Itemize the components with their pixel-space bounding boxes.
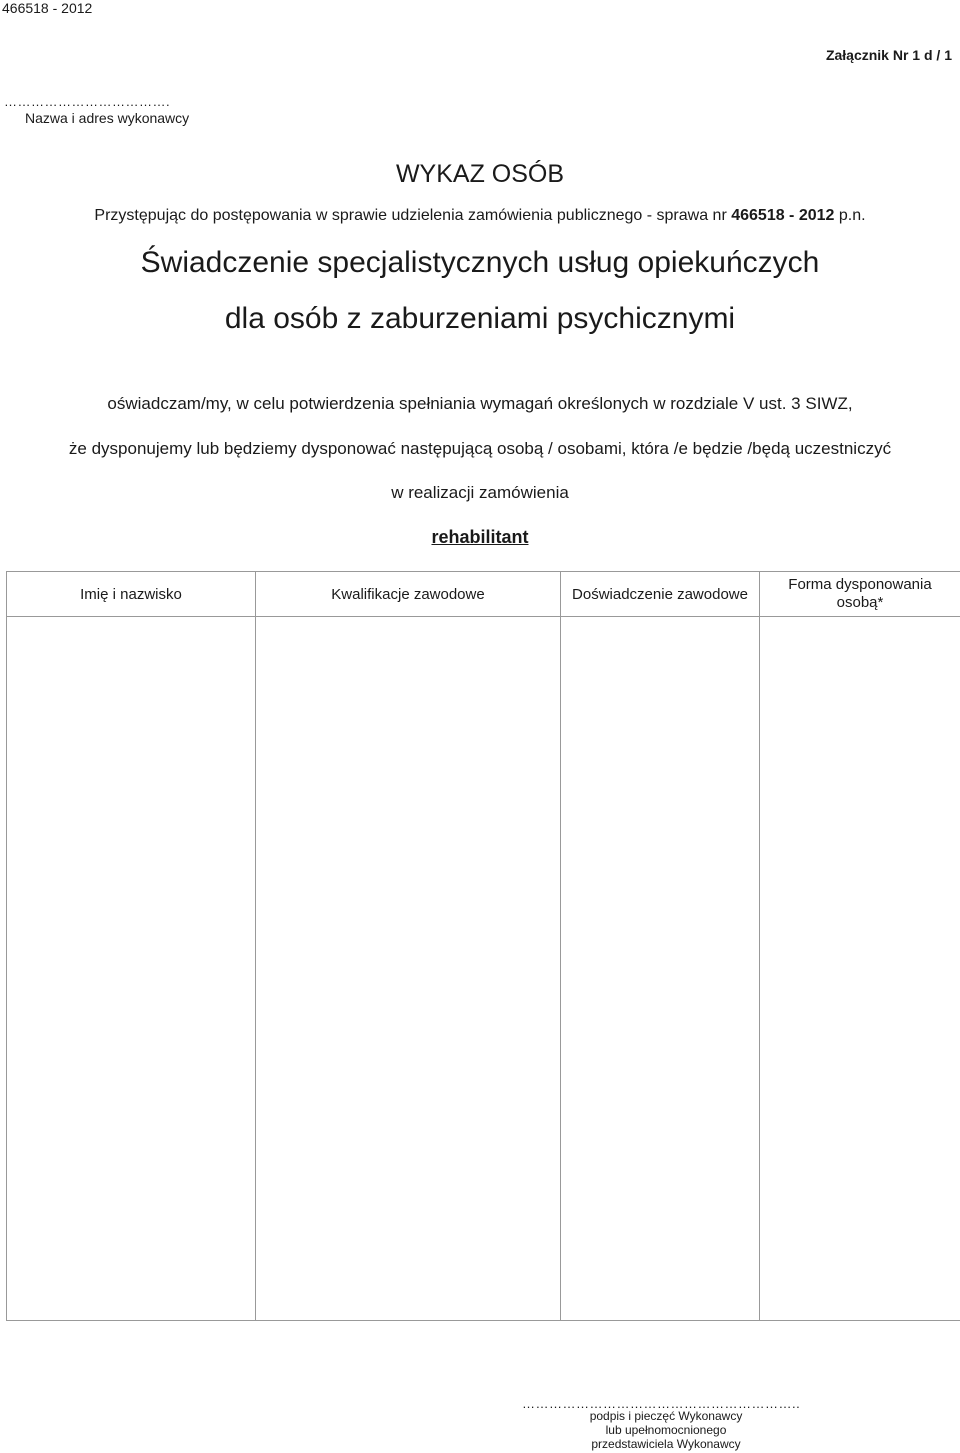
qualifications-cell[interactable] — [256, 617, 561, 1321]
contractor-name-dotted-line: ………………………………. — [4, 94, 171, 109]
proceeding-prefix: Przystępując do postępowania w sprawie udzielenia zamówienia publicznego - sprawa nr — [94, 207, 727, 224]
signature-dotted-line: …………………………………………………….. — [522, 1396, 801, 1411]
document-title: WYKAZ OSÓB — [395, 160, 565, 188]
declaration-line-1: oświadczam/my, w celu potwierdzenia spełniania wymagań określonych w rozdziale V ust. 3 SIWZ, — [107, 394, 853, 413]
annex-label: Załącznik Nr 1 d / 1 — [825, 47, 952, 63]
case-number: 466518 - 2012 — [731, 207, 835, 224]
signature-caption — [546, 1409, 786, 1451]
name-cell[interactable] — [7, 617, 256, 1321]
disposal-form-cell[interactable] — [760, 617, 960, 1321]
column-header-name: Imię i nazwisko — [7, 572, 256, 617]
contractor-caption: Nazwa i adres wykonawcy — [25, 110, 190, 126]
experience-cell[interactable] — [561, 617, 760, 1321]
column-header-disposal-form: Forma dysponowania osobą* — [760, 572, 960, 617]
column-header-qualifications: Kwalifikacje zawodowe — [256, 572, 561, 617]
persons-table — [6, 571, 960, 1321]
table-header-row — [7, 572, 960, 617]
case-reference: 466518 - 2012 — [2, 0, 93, 16]
signature-caption-line-2: lub upełnomocnionego — [605, 1423, 727, 1437]
table-row — [7, 617, 960, 1321]
role-heading: rehabilitant — [431, 527, 529, 547]
column-header-experience: Doświadczenie zawodowe — [561, 572, 760, 617]
subject-line-2: dla osób z zaburzeniami psychicznymi — [224, 302, 736, 335]
declaration-line-2: że dysponujemy lub będziemy dysponować następującą osobą / osobami, która /e będzie /będą uczestniczyć — [68, 439, 892, 458]
signature-caption-line-1: podpis i pieczęć Wykonawcy — [589, 1409, 743, 1423]
proceeding-line — [0, 207, 960, 225]
declaration-line-3: w realizacji zamówienia — [391, 483, 569, 502]
proceeding-suffix: p.n. — [838, 207, 866, 224]
signature-caption-line-3: przedstawiciela Wykonawcy — [591, 1437, 741, 1451]
subject-line-1: Świadczenie specjalistycznych usług opiekuńczych — [140, 246, 820, 279]
